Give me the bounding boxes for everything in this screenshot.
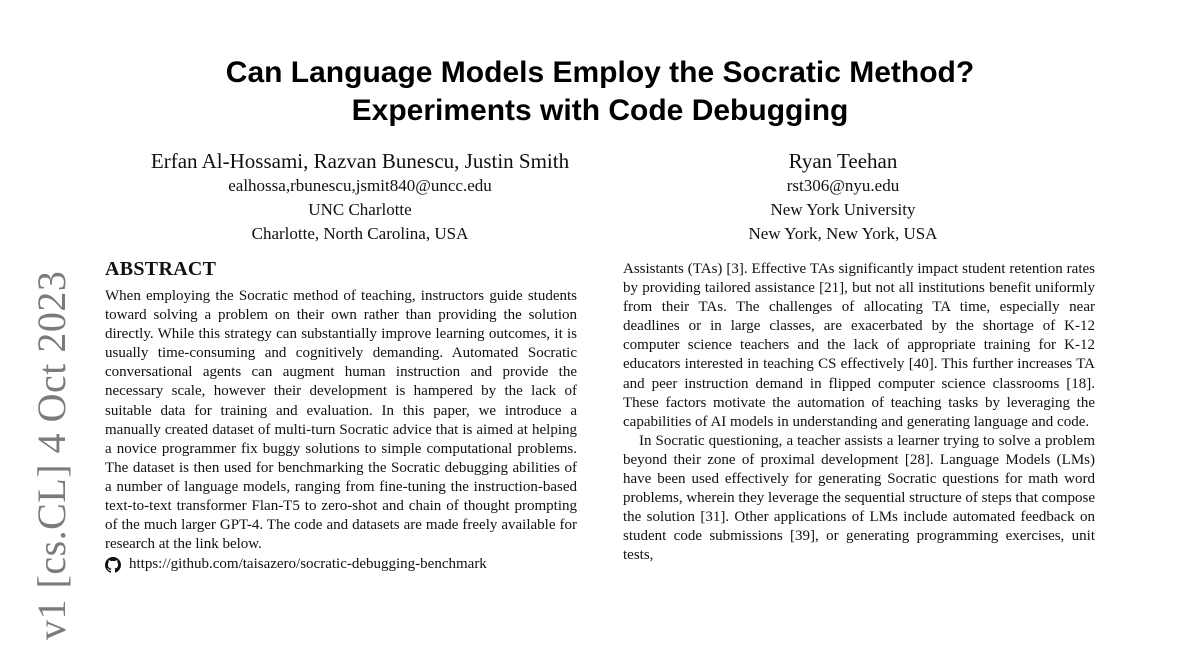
- author-email: ealhossa,rbunescu,jsmit840@uncc.edu: [228, 176, 492, 195]
- repo-link-row: [105, 555, 577, 574]
- author-affiliation: New York University: [770, 200, 916, 219]
- title-line-2: Experiments with Code Debugging: [351, 94, 849, 127]
- paper-title: [0, 54, 1200, 130]
- author-block-uncc: [110, 148, 610, 246]
- author-names: Erfan Al-Hossami, Razvan Bunescu, Justin Smith: [150, 149, 570, 173]
- repo-link[interactable]: https://github.com/taisazero/socratic-debugging-benchmark: [129, 556, 487, 573]
- author-location: Charlotte, North Carolina, USA: [251, 224, 469, 243]
- author-affiliation: UNC Charlotte: [308, 200, 412, 219]
- arxiv-watermark: v1 [cs.CL] 4 Oct 2023: [29, 270, 74, 640]
- intro-column: [623, 260, 1095, 566]
- abstract-text: When employing the Socratic method of teaching, instructors guide students toward solving a problem on their own rather than providing the solution directly. While this strategy can substantially improve learning outcomes, it is usually time-consuming and cognitively demanding. Automated Socratic conversational agents can augment human instruction and provide the necessary scale, however their development is hampered by the lack of suitable data for training and evaluation. In this paper, we introduce a manually created dataset of multi-turn Socratic advice that is aimed at helping a novice programmer fix buggy solutions to simple computational problems. The dataset is then used for benchmarking the Socratic debugging abilities of a number of language models, ranging from fine-tuning the instruction-based text-to-text transformer Flan-T5 to zero-shot and chain of thought prompting of the much larger GPT-4. The code and datasets are made freely available for research at the link below.: [105, 288, 577, 553]
- author-email: rst306@nyu.edu: [786, 176, 900, 195]
- abstract-heading: ABSTRACT: [105, 258, 217, 280]
- abstract-column: [105, 287, 577, 574]
- intro-paragraph-2: In Socratic questioning, a teacher assists a learner trying to solve a problem beyond their zone of proximal development [28]. Language Models (LMs) have been used effectively for generating Socratic questions for math word problems, wherein they leverage the sequential structure of steps that compose the solution [31]. Other applications of LMs include automated feedback on student code submissions [39], or generating programming exercises, unit tests,: [623, 432, 1095, 564]
- author-location: New York, New York, USA: [748, 224, 938, 243]
- github-icon: [105, 557, 121, 573]
- title-line-1: Can Language Models Employ the Socratic Method?: [225, 56, 975, 89]
- author-block-nyu: [693, 148, 993, 246]
- intro-paragraph-1: Assistants (TAs) [3]. Effective TAs significantly impact student retention rates by providing tailored assistance [21], but not all institutions benefit uniformly from their TAs. The challenges of allocating TA time, especially near deadlines or in large classes, are exacerbated by the shortage of K-12 computer science teachers and the lack of appropriate training for K-12 educators interested in teaching CS effectively [40]. This further increases TA and peer instruction demand in flipped computer science classrooms [18]. These factors motivate the automation of teaching tasks by leveraging the capabilities of AI models in understanding and generating language and code.: [623, 261, 1095, 430]
- author-names: Ryan Teehan: [788, 149, 898, 173]
